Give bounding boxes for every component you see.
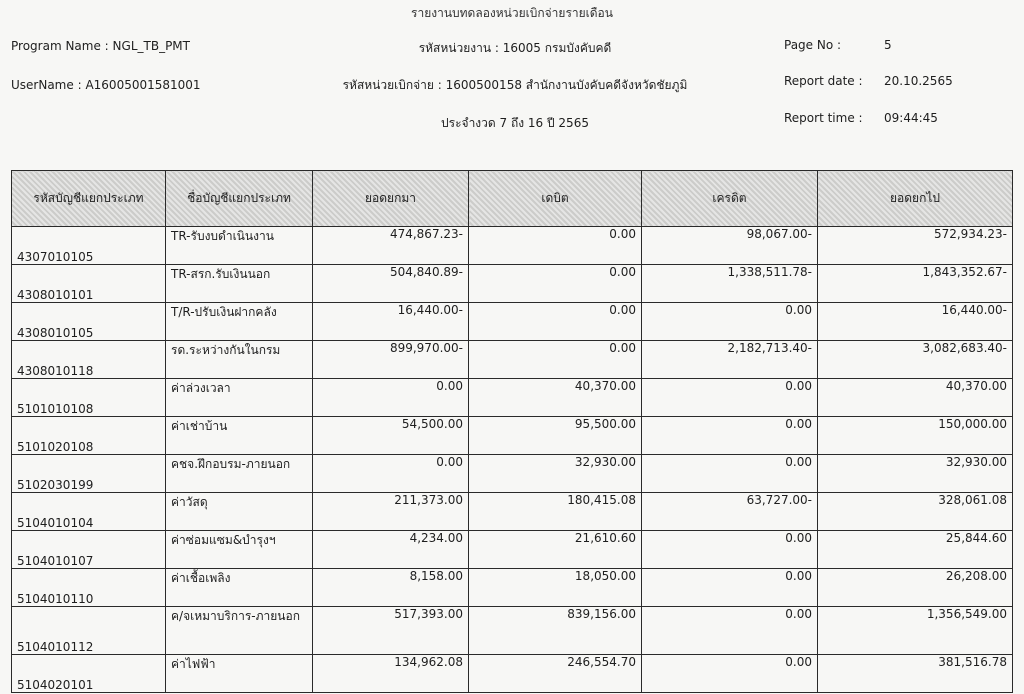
account-name-cell: TR-รับงบดำเนินงาน <box>166 227 313 265</box>
account-code-cell: 4308010105 <box>12 303 166 341</box>
department-line: รหัสหน่วยงาน : 16005 กรมบังคับคดี <box>418 41 612 55</box>
disbursing-unit-line: รหัสหน่วยเบิกจ่าย : 1600500158 สำนักงานบังคับคดีจังหวัดชัยภูมิ <box>342 78 688 92</box>
debit-cell: 0.00 <box>469 303 642 341</box>
debit-cell: 95,500.00 <box>469 417 642 455</box>
carried-forward-cell: 16,440.00- <box>818 303 1013 341</box>
program-value: NGL_TB_PMT <box>112 39 190 53</box>
account-name-cell: ค่าวัสดุ <box>166 493 313 531</box>
program-name <box>11 39 190 53</box>
account-code-cell: 5101020108 <box>12 417 166 455</box>
account-name-cell: T/R-ปรับเงินฝากคลัง <box>166 303 313 341</box>
username-value: A16005001581001 <box>85 78 201 92</box>
table-body <box>12 227 1013 693</box>
account-code-cell: 5104010104 <box>12 493 166 531</box>
brought-forward-cell: 54,500.00 <box>313 417 469 455</box>
credit-cell: 0.00 <box>642 379 818 417</box>
table-row <box>12 227 1013 265</box>
brought-forward-cell: 517,393.00 <box>313 607 469 655</box>
carried-forward-cell: 26,208.00 <box>818 569 1013 607</box>
header-brought-forward: ยอดยกมา <box>313 171 469 227</box>
table-row <box>12 569 1013 607</box>
carried-forward-cell: 381,516.78 <box>818 655 1013 693</box>
carried-forward-cell: 150,000.00 <box>818 417 1013 455</box>
brought-forward-cell: 16,440.00- <box>313 303 469 341</box>
account-name-cell: ค่าล่วงเวลา <box>166 379 313 417</box>
brought-forward-cell: 134,962.08 <box>313 655 469 693</box>
brought-forward-cell: 504,840.89- <box>313 265 469 303</box>
credit-cell: 0.00 <box>642 455 818 493</box>
credit-cell: 2,182,713.40- <box>642 341 818 379</box>
account-name-cell: TR-สรก.รับเงินนอก <box>166 265 313 303</box>
debit-cell: 40,370.00 <box>469 379 642 417</box>
report-time-value: 09:44:45 <box>884 111 938 125</box>
account-code-cell: 4307010105 <box>12 227 166 265</box>
credit-cell: 1,338,511.78- <box>642 265 818 303</box>
account-name-cell: ค่าไฟฟ้า <box>166 655 313 693</box>
period-line: ประจำงวด 7 ถึง 16 ปี 2565 <box>441 116 589 130</box>
debit-cell: 180,415.08 <box>469 493 642 531</box>
credit-cell: 0.00 <box>642 417 818 455</box>
table-row <box>12 531 1013 569</box>
account-code-cell: 5101010108 <box>12 379 166 417</box>
credit-cell: 0.00 <box>642 569 818 607</box>
table-row <box>12 417 1013 455</box>
credit-cell: 0.00 <box>642 655 818 693</box>
carried-forward-cell: 25,844.60 <box>818 531 1013 569</box>
account-name-cell: ค่าเชื้อเพลิง <box>166 569 313 607</box>
header-carried-forward: ยอดยกไป <box>818 171 1013 227</box>
table-row <box>12 265 1013 303</box>
header-debit: เดบิต <box>469 171 642 227</box>
brought-forward-cell: 8,158.00 <box>313 569 469 607</box>
carried-forward-cell: 1,843,352.67- <box>818 265 1013 303</box>
header-account-name: ชื่อบัญชีแยกประเภท <box>166 171 313 227</box>
brought-forward-cell: 0.00 <box>313 455 469 493</box>
table-row <box>12 455 1013 493</box>
brought-forward-cell: 4,234.00 <box>313 531 469 569</box>
account-name-cell: รด.ระหว่างกันในกรม <box>166 341 313 379</box>
debit-cell: 0.00 <box>469 227 642 265</box>
account-name-cell: ค่าซ่อมแซม&บำรุงฯ <box>166 531 313 569</box>
account-code-cell: 4308010101 <box>12 265 166 303</box>
carried-forward-cell: 40,370.00 <box>818 379 1013 417</box>
brought-forward-cell: 0.00 <box>313 379 469 417</box>
report-title: รายงานบทดลองหน่วยเบิกจ่ายรายเดือน <box>411 6 613 20</box>
account-code-cell: 5104010110 <box>12 569 166 607</box>
brought-forward-cell: 474,867.23- <box>313 227 469 265</box>
account-code-cell: 4308010118 <box>12 341 166 379</box>
report-time-label: Report time : <box>784 111 863 125</box>
page-no-value: 5 <box>884 38 892 52</box>
carried-forward-cell: 32,930.00 <box>818 455 1013 493</box>
account-name-cell: ค่าเช่าบ้าน <box>166 417 313 455</box>
carried-forward-cell: 3,082,683.40- <box>818 341 1013 379</box>
carried-forward-cell: 1,356,549.00 <box>818 607 1013 655</box>
table-row <box>12 341 1013 379</box>
account-code-cell: 5104010107 <box>12 531 166 569</box>
carried-forward-cell: 572,934.23- <box>818 227 1013 265</box>
credit-cell: 0.00 <box>642 531 818 569</box>
username-label: UserName : <box>11 78 82 92</box>
brought-forward-cell: 211,373.00 <box>313 493 469 531</box>
header-account-code: รหัสบัญชีแยกประเภท <box>12 171 166 227</box>
program-label: Program Name : <box>11 39 109 53</box>
debit-cell: 0.00 <box>469 265 642 303</box>
table-header-row <box>12 171 1013 227</box>
table-row <box>12 303 1013 341</box>
account-code-cell: 5104020101 <box>12 655 166 693</box>
credit-cell: 63,727.00- <box>642 493 818 531</box>
page-no-label: Page No : <box>784 38 842 52</box>
debit-cell: 246,554.70 <box>469 655 642 693</box>
carried-forward-cell: 328,061.08 <box>818 493 1013 531</box>
username <box>11 78 201 92</box>
debit-cell: 839,156.00 <box>469 607 642 655</box>
account-name-cell: คชจ.ฝึกอบรม-ภายนอก <box>166 455 313 493</box>
account-name-cell: ค/จเหมาบริการ-ภายนอก <box>166 607 313 655</box>
debit-cell: 0.00 <box>469 341 642 379</box>
trial-balance-table <box>11 170 1013 693</box>
report-date-label: Report date : <box>784 74 863 88</box>
report-date-value: 20.10.2565 <box>884 74 953 88</box>
debit-cell: 18,050.00 <box>469 569 642 607</box>
debit-cell: 21,610.60 <box>469 531 642 569</box>
debit-cell: 32,930.00 <box>469 455 642 493</box>
credit-cell: 0.00 <box>642 303 818 341</box>
credit-cell: 0.00 <box>642 607 818 655</box>
brought-forward-cell: 899,970.00- <box>313 341 469 379</box>
account-code-cell: 5102030199 <box>12 455 166 493</box>
table-row <box>12 655 1013 693</box>
header-credit: เครดิต <box>642 171 818 227</box>
table-row <box>12 493 1013 531</box>
table-row <box>12 607 1013 655</box>
account-code-cell: 5104010112 <box>12 607 166 655</box>
table-row <box>12 379 1013 417</box>
credit-cell: 98,067.00- <box>642 227 818 265</box>
